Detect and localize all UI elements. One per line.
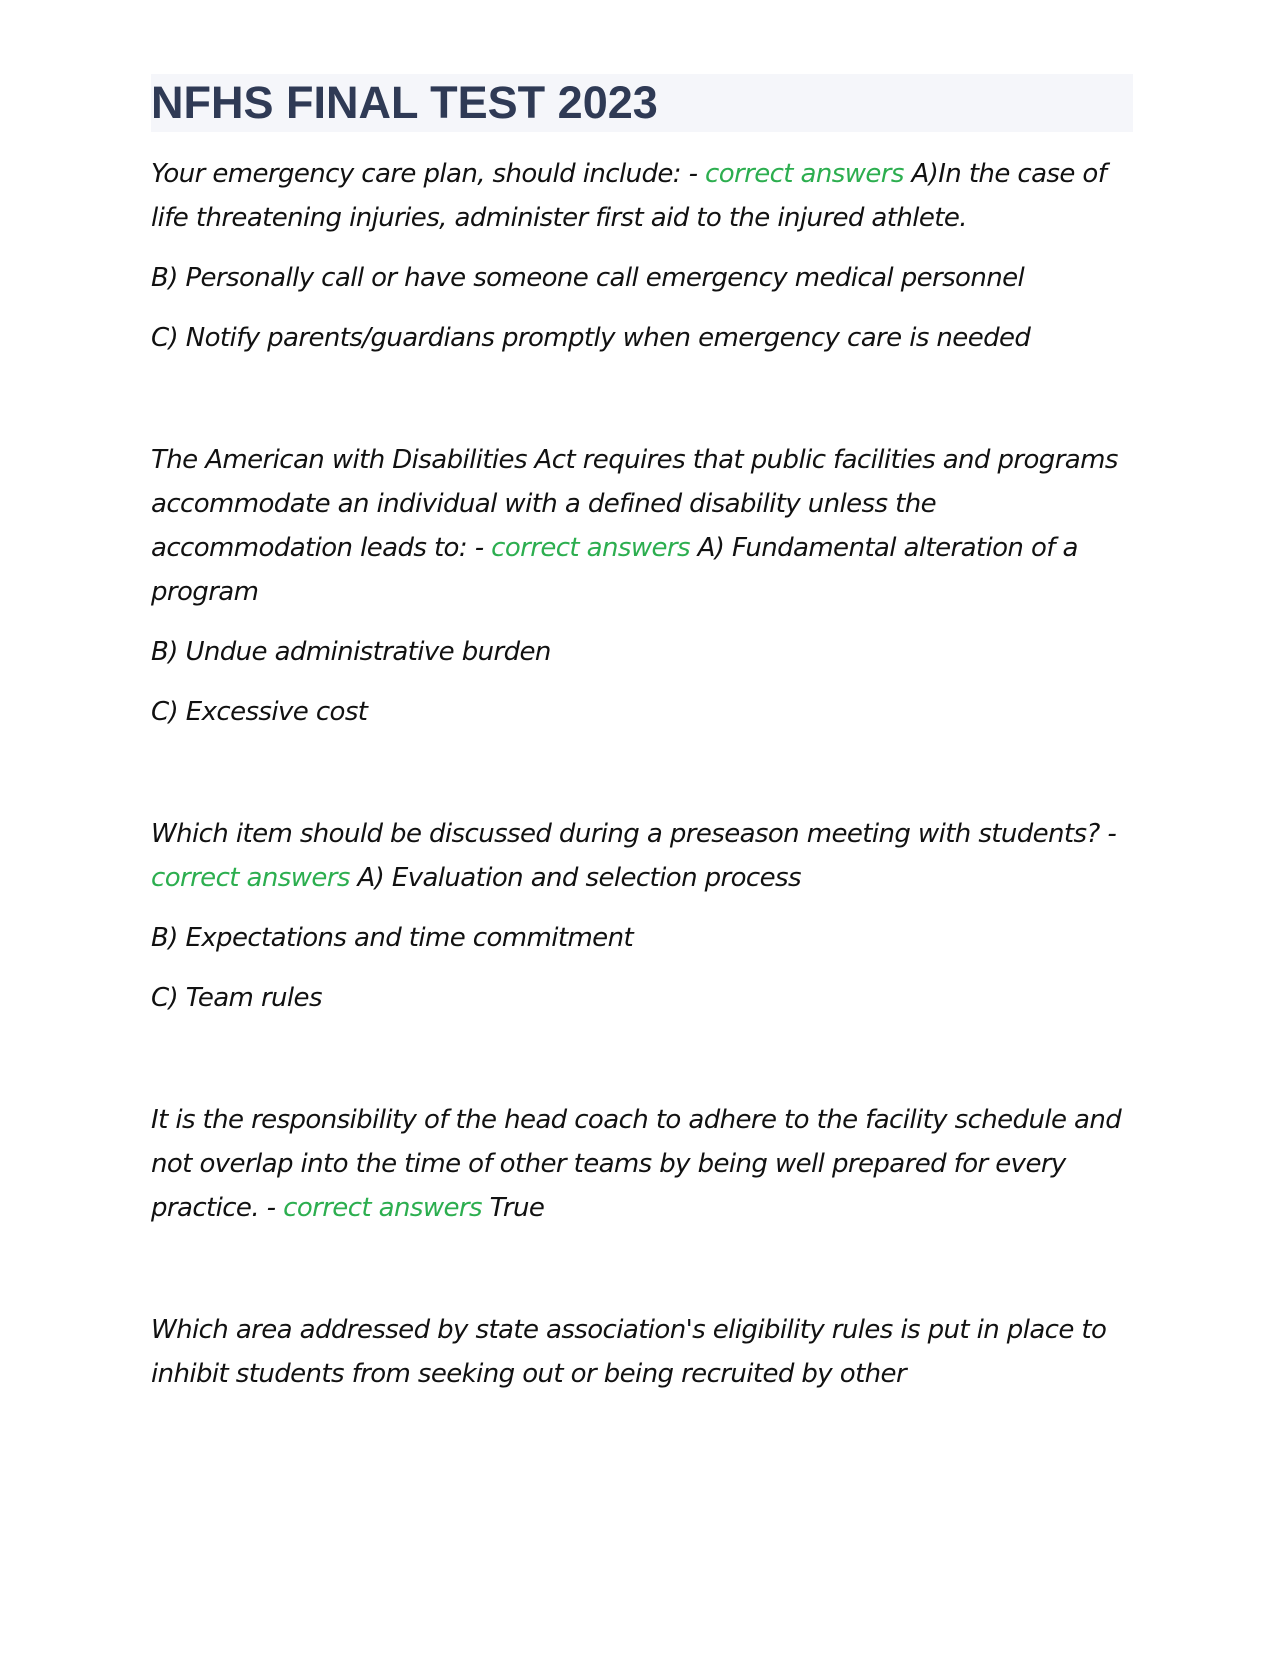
question-text: [151, 438, 1133, 614]
page-title: NFHS FINAL TEST 2023: [151, 77, 658, 128]
correct-answers-tag: correct answers: [151, 863, 350, 893]
correct-answers-tag: correct answers: [491, 533, 690, 563]
correct-answers-tag: correct answers: [283, 1193, 482, 1223]
question-list: [151, 152, 1133, 1396]
spacer: [151, 376, 1133, 438]
question-prompt: Which area addressed by state association's eligibility rules is put in place to inhibit students from seeking out or being recruited by other: [151, 1315, 1107, 1389]
question-prompt: Which item should be discussed during a preseason meeting with students? -: [151, 819, 1117, 849]
spacer: [151, 1246, 1133, 1308]
answer-option-a: A) Evaluation and selection process: [357, 863, 801, 893]
question-block: [151, 1308, 1133, 1396]
question-block: [151, 152, 1133, 360]
question-prompt: The American with Disabilities Act requires that public facilities and programs accommodate an individual with a defined disability unless the accommodation leads to: -: [151, 445, 1118, 563]
question-prompt: It is the responsibility of the head coach to adhere to the facility schedule and not overlap into the time of other teams by being well prepared for every practice. -: [151, 1105, 1122, 1223]
question-text: [151, 152, 1133, 240]
spacer: [151, 1036, 1133, 1098]
document-page: [151, 74, 1133, 1412]
correct-answers-tag: correct answers: [705, 159, 904, 189]
answer-option-b: B) Expectations and time commitment: [151, 923, 634, 953]
answer-option-c: C) Excessive cost: [151, 697, 368, 727]
answer-option-c: C) Team rules: [151, 983, 322, 1013]
answer-option-b: B) Undue administrative burden: [151, 637, 551, 667]
spacer: [151, 750, 1133, 812]
question-block: [151, 812, 1133, 1020]
question-text: [151, 1308, 1133, 1396]
title-banner: [151, 74, 1133, 132]
question-text: [151, 812, 1133, 900]
answer-option-a: A) Fundamental alteration of a program: [151, 533, 1078, 607]
answer-option-c: C) Notify parents/guardians promptly when emergency care is needed: [151, 323, 1031, 353]
question-block: [151, 1098, 1133, 1230]
answer-option-b: B) Personally call or have someone call emergency medical personnel: [151, 263, 1025, 293]
answer-true-false: True: [489, 1193, 545, 1223]
question-block: [151, 438, 1133, 734]
answer-option-a: A)In the case of life threatening injuries, administer first aid to the injured athlete.: [151, 159, 1107, 233]
question-text: [151, 1098, 1133, 1230]
question-prompt: Your emergency care plan, should include: -: [151, 159, 698, 189]
